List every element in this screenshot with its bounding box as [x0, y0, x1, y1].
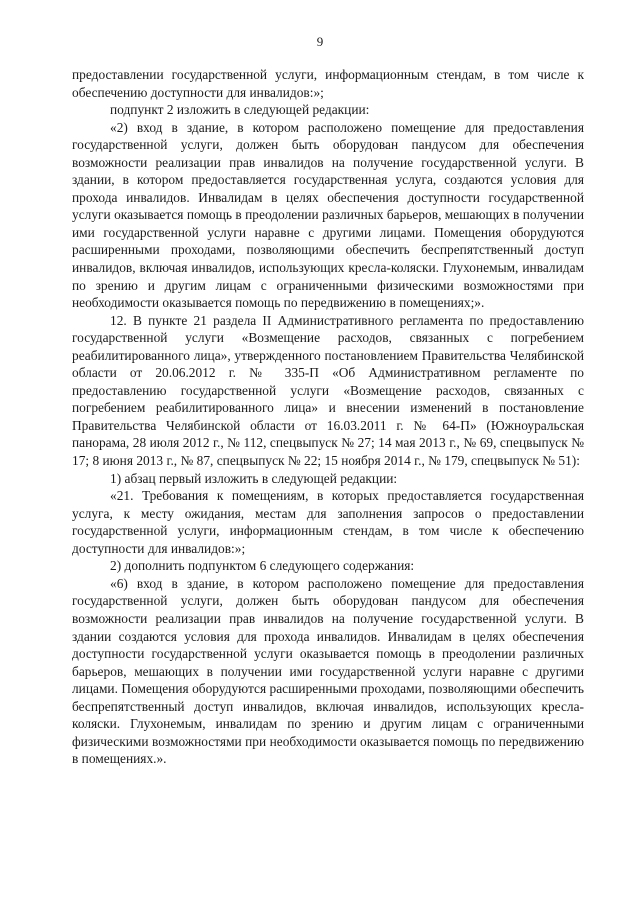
paragraph-subpoint-6-intro: 2) дополнить подпунктом 6 следующего содержания: [110, 558, 415, 574]
paragraph-subpoint-2-intro: подпункт 2 изложить в следующей редакции: [110, 102, 370, 118]
paragraph-continuation: предоставлении государственной услуги, информационным стендам, в том числе к обеспечению доступности для инвалидов:»; [72, 67, 584, 100]
paragraph-subpoint-6-text: «6) вход в здание, в котором расположено помещение для предоставления государственной услуги, должен быть оборудован пандусом для обеспечения возможности реализации прав инвалидов на получение государственной услуги. В здании создаются условия для прохода инвалидов. Инвалидам в целях обеспечения доступности государственной услуги оказывается помощь в преодолении различных барьеров, мешающих в получении ими государственной услуги наравне с другими лицами. Помещения оборудуются расширенными проходами, позволяющими обеспечить беспрепятственный доступ инвалидов, включая инвалидов, использующих кресла-коляски. Глухонемым, инвалидам по зрению и другим лицам с ограниченными физическими возможностями при необходимости оказывается помощь по передвижению в помещениях.». [72, 575, 584, 767]
paragraph-subpoint-2-text: «2) вход в здание, в котором расположено помещение для предоставления государственной услуги, должен быть оборудован пандусом для обеспечения возможности реализации прав инвалидов на получение государственной услуги. В здании, в котором предоставляется государственная услуга, создаются условия для прохода инвалидов. Инвалидам в целях обеспечения доступности государственной услуги оказывается помощь в преодолении различных барьеров, мешающих в получении ими государственной услуги наравне с другими лицами. Помещения оборудуются расширенными проходами, позволяющими обеспечить беспрепятственный доступ инвалидов, включая инвалидов, использующих кресла-коляски. Глухонемым, инвалидам по зрению и другим лицам с ограниченными физическими возможностями при необходимости оказывается помощь по передвижению в помещениях;». [72, 119, 584, 311]
paragraph-subpoint-1-intro: 1) абзац первый изложить в следующей редакции: [110, 470, 398, 486]
document-body [72, 66, 584, 768]
paragraph-item-21-text: «21. Требования к помещениям, в которых предоставляется государственная услуга, к месту ожидания, местам для заполнения запросов о предоставлении государственной услуги, информационным стендам, в том числе к обеспечению доступности для инвалидов:»; [72, 488, 584, 556]
page-number: 9 [316, 34, 324, 49]
paragraph-item-12: 12. В пункте 21 раздела II Административного регламента по предоставлению государственной услуги «Возмещение расходов, связанных с погребением реабилитированного лица», утвержденного постановлением Правительства Челябинской области от 20.06.2012 г. № 335-П «Об Административном регламенте по предоставлению государственной услуги «Возмещение расходов, связанных с погребением реабилитированного лица» и внесении изменений в постановление Правительства Челябинской области от 16.03.2011 г. № 64-П» (Южноуральская панорама, 28 июля 2012 г., № 112, спецвыпуск № 27; 14 мая 2013 г., № 69, спецвыпуск № 17; 8 июня 2013 г., № 87, спецвыпуск № 22; 15 ноября 2014 г., № 179, спецвыпуск № 51): [72, 312, 584, 469]
